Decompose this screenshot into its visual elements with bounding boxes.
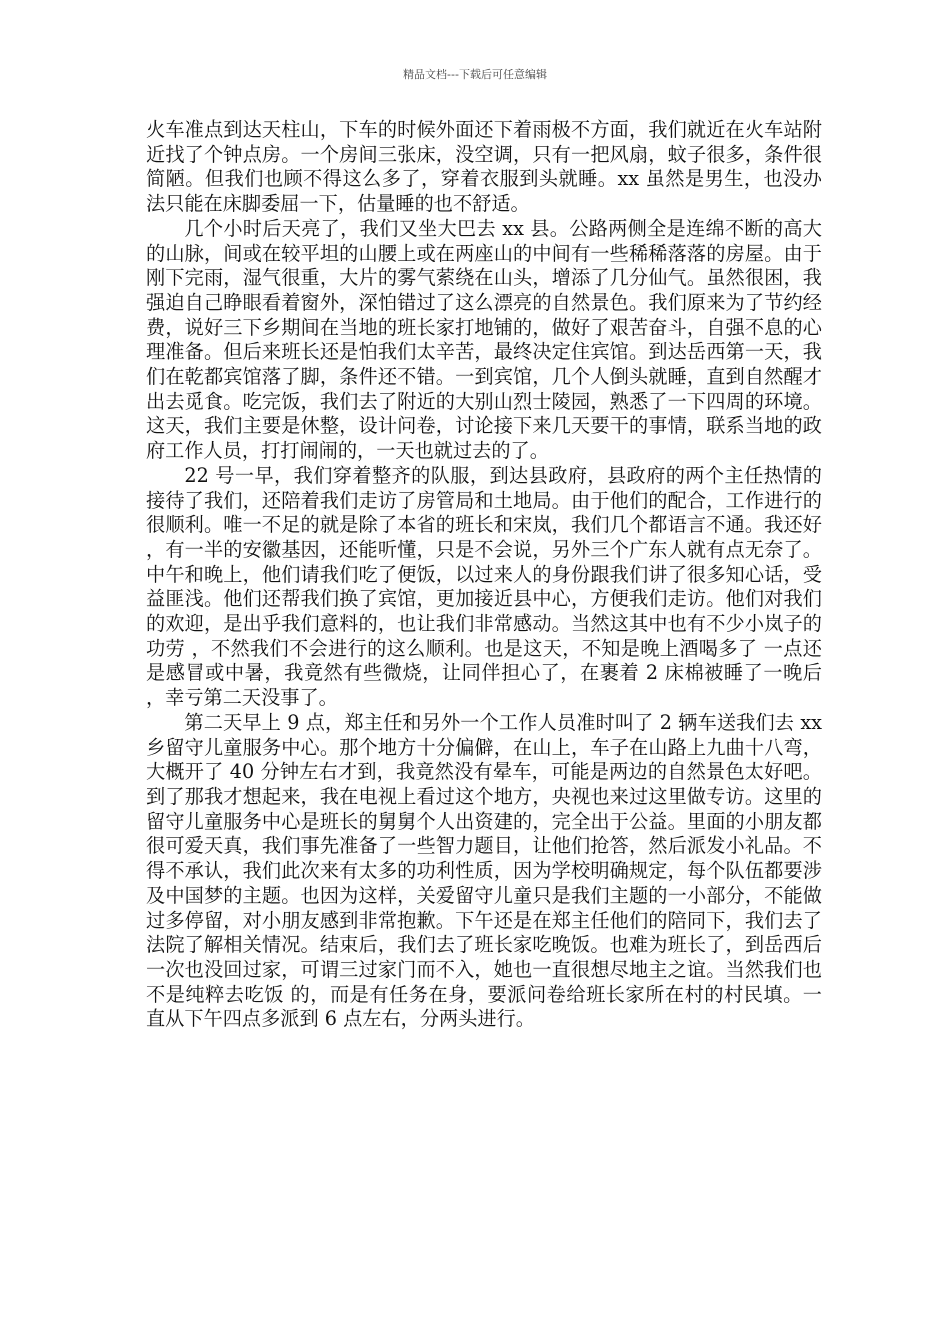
paragraph-3: 22 号一早，我们穿着整齐的队服，到达县政府，县政府的两个主任热情的接待了我们，还陪着我们走访了房管局和土地局。由于他们的配合，工作进行的很顺利。唯一不足的就是除了本省的班长和宋岚，我们几个都语言不通。我还好，有一半的安徽基因，还能听懂，只是不会说，另外三个广东人就有点无奈了。中午和晚上，他们请我们吃了便饭，以过来人的身份跟我们讲了很多知心话，受益匪浅。他们还帮我们换了宾馆，更加接近县中心，方便我们走访。他们对我们的欢迎，是出乎我们意料的，也让我们非常感动。当然这其中也有不少小岚子的功劳 ，不然我们不会进行的这么顺利。也是这天，不知是晚上酒喝多了 一点还是感冒或中暑，我竟然有些微烧，让同伴担心了，在裹着 2 床棉被睡了一晚后，幸亏第二天没事了。 [146,463,822,710]
paragraph-4: 第二天早上 9 点，郑主任和另外一个工作人员准时叫了 2 辆车送我们去 xx 乡留守儿童服务中心。那个地方十分偏僻，在山上，车子在山路上九曲十八弯，大概开了 40 分钟左右才到，我竟然没有晕车，可能是两边的自然景色太好吧。到了那我才想起来，我在电视上看过这个地方，央视也来过这里做专访。这里的留守儿童服务中心是班长的舅舅个人出资建的，完全出于公益。里面的小朋友都很可爱天真，我们事先准备了一些智力题目，让他们抢答，然后派发小礼品。不得不承认，我们此次来有太多的功利性质，因为学校明确规定，每个队伍都要涉及中国梦的主题。也因为这样，关爱留守儿童只是我们主题的一小部分，不能做过多停留，对小朋友感到非常抱歉。下午还是在郑主任他们的陪同下，我们去了法院了解相关情况。结束后，我们去了班长家吃晚饭。也难为班长了，到岳西后一次也没回过家，可谓三过家门而不入，她也一直很想尽地主之谊。当然我们也不是纯粹去吃饭 的，而是有任务在身，要派问卷给班长家所在村的村民填。一直从下午四点多派到 6 点左右，分两头进行。 [146,710,822,1031]
document-body [146,118,822,1032]
paragraph-2: 几个小时后天亮了，我们又坐大巴去 xx 县。公路两侧全是连绵不断的高大的山脉，间或在较平坦的山腰上或在两座山的中间有一些稀稀落落的房屋。由于刚下完雨，湿气很重，大片的雾气萦绕在山头，增添了几分仙气。虽然很困，我强迫自己睁眼看着窗外，深怕错过了这么漂亮的自然景色。我们原来为了节约经费，说好三下乡期间在当地的班长家打地铺的，做好了艰苦奋斗，自强不息的心理准备。但后来班长还是怕我们太辛苦，最终决定住宾馆。到达岳西第一天，我们在乾都宾馆落了脚，条件还不错。一到宾馆，几个人倒头就睡，直到自然醒才出去觅食。吃完饭，我们去了附近的大别山烈士陵园，熟悉了一下四周的环境。这天，我们主要是休整，设计问卷，讨论接下来几天要干的事情，联系当地的政府工作人员，打打闹闹的，一天也就过去的了。 [146,216,822,463]
page-header: 精品文档---下载后可任意编辑 [403,68,547,81]
paragraph-1: 火车准点到达天柱山，下车的时候外面还下着雨极不方面，我们就近在火车站附近找了个钟点房。一个房间三张床，没空调，只有一把风扇，蚊子很多，条件很简陋。但我们也顾不得这么多了，穿着衣服到头就睡。xx 虽然是男生，也没办法只能在床脚委屈一下，估量睡的也不舒适。 [146,118,822,216]
